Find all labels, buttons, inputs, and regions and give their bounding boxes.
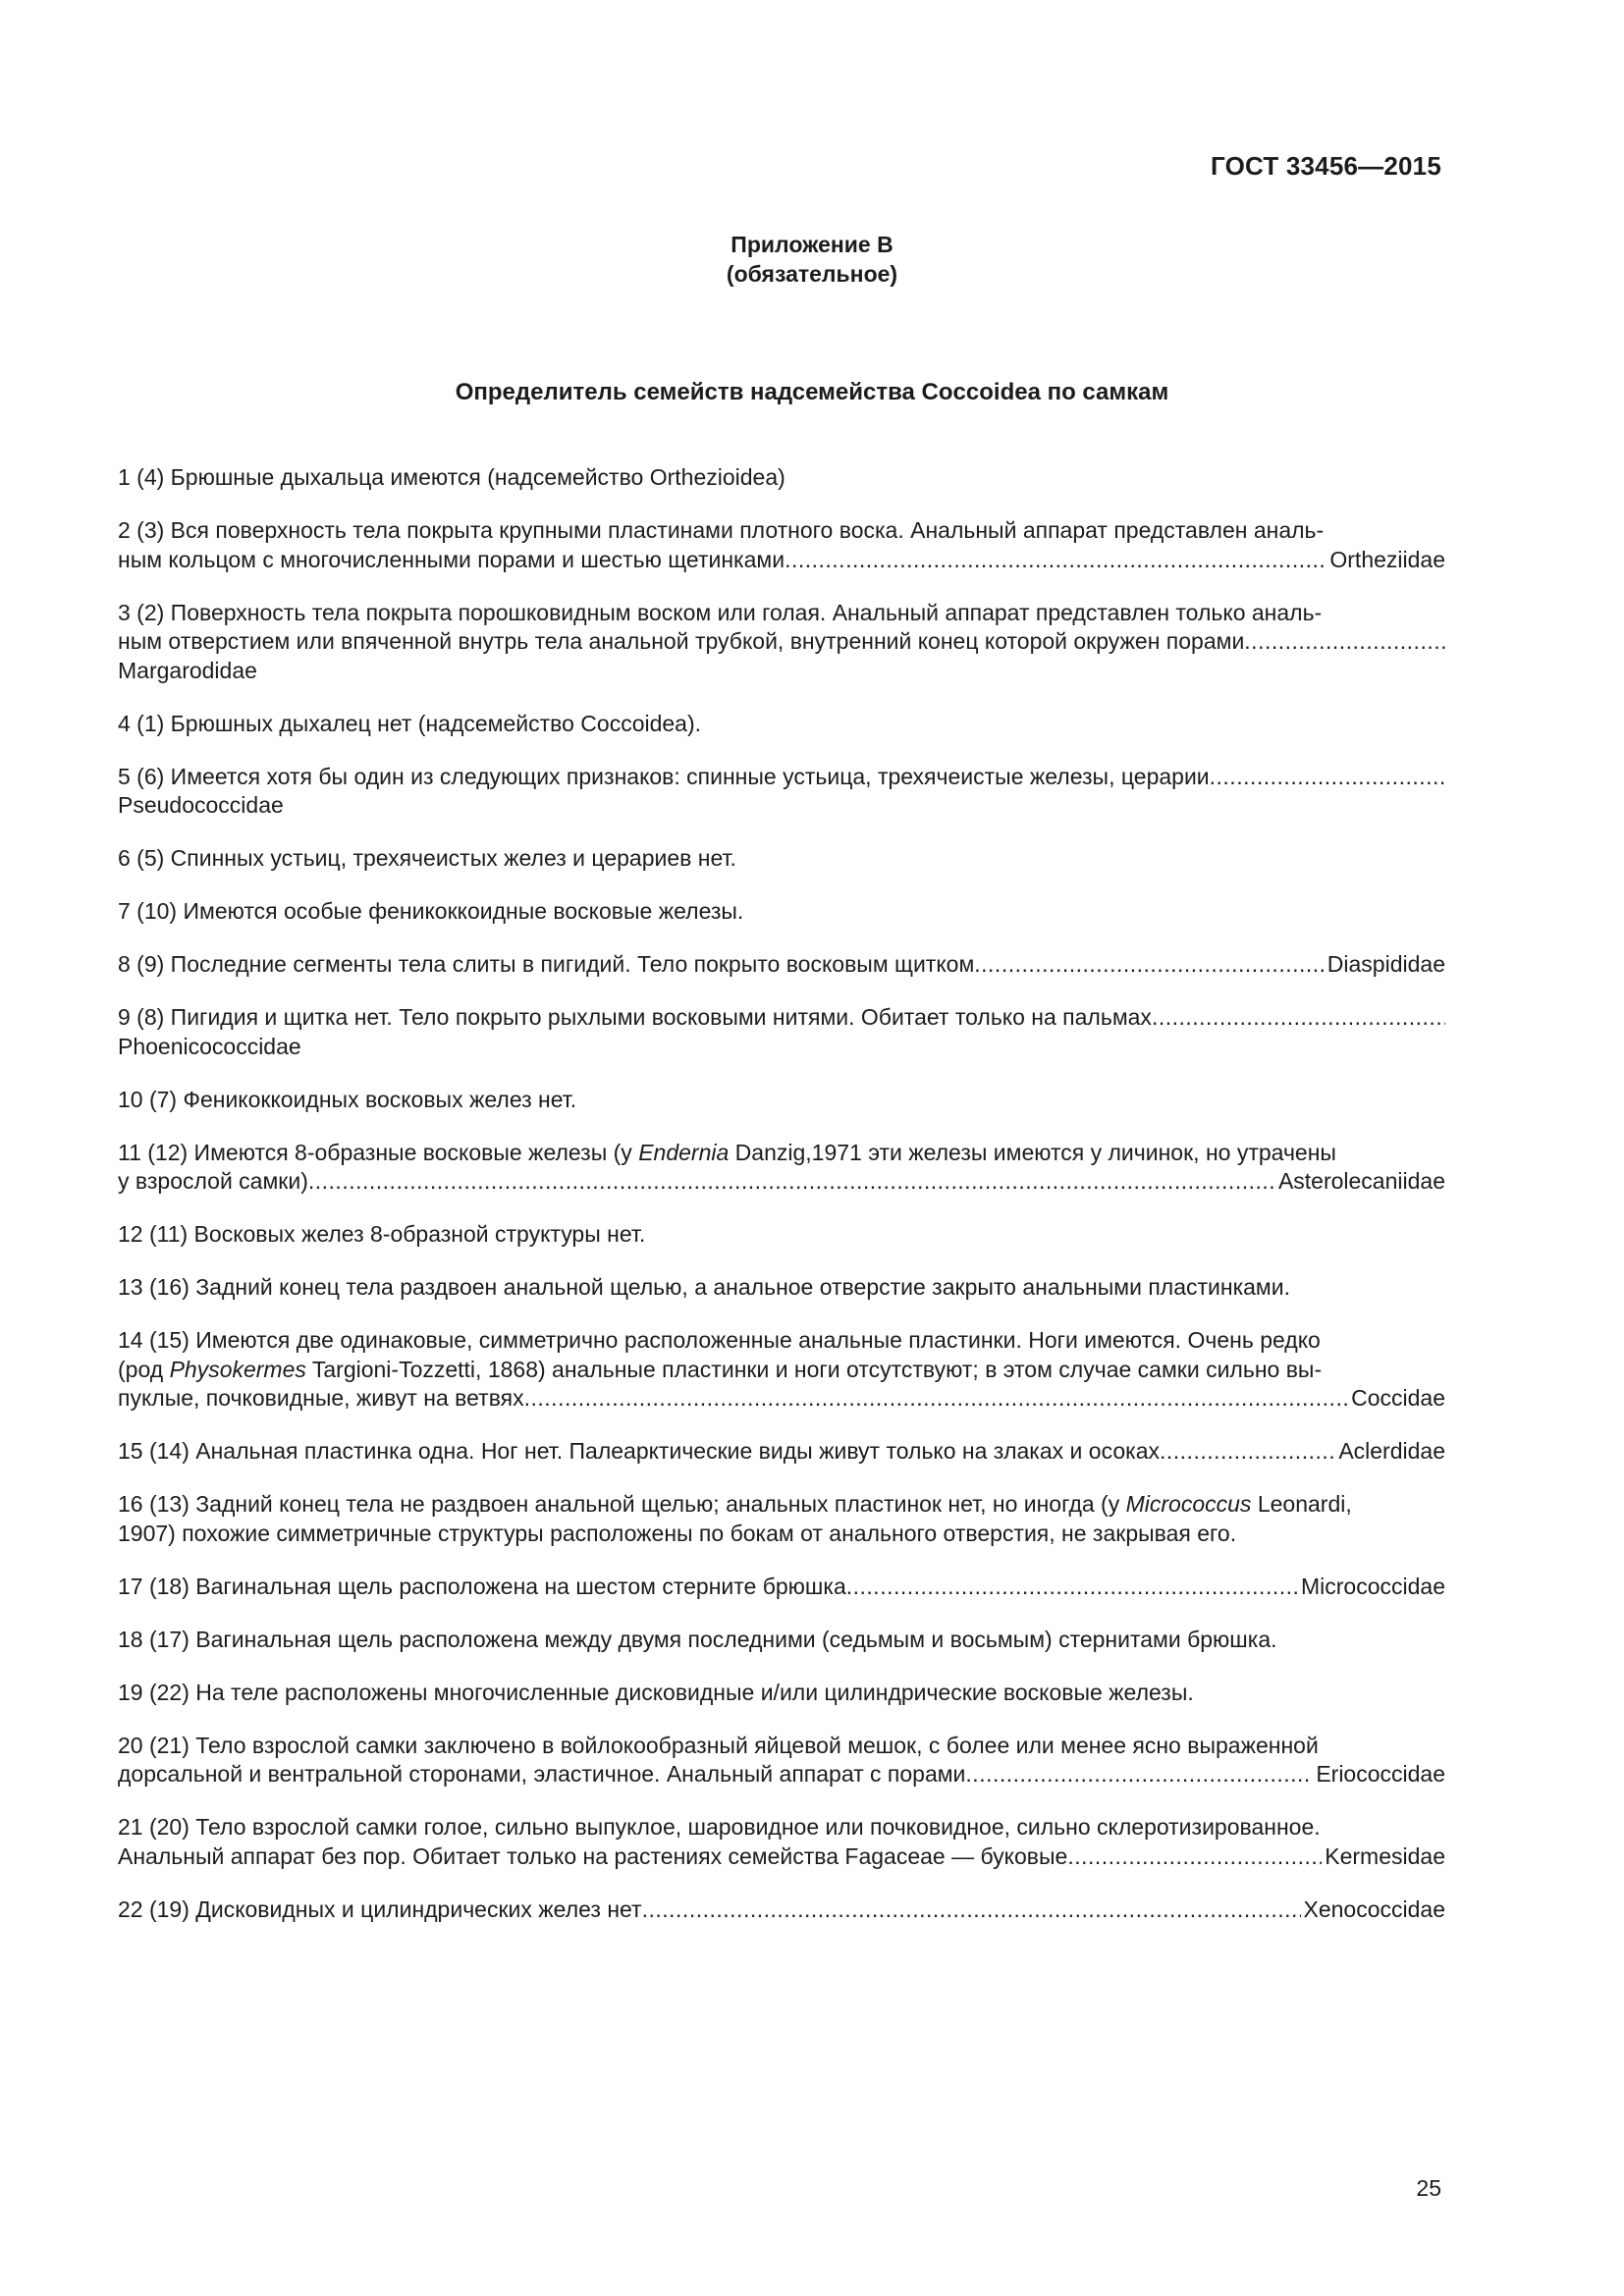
entry-leader-line <box>118 1167 1445 1197</box>
key-entry-13 <box>118 1273 1445 1303</box>
entry-line: 22 (19) Дисковидных и цилиндрических желез нет <box>118 1896 642 1922</box>
entry-line: у взрослой самки) <box>118 1168 308 1194</box>
entry-text: 12 (11) Восковых желез 8-образной структуры нет. <box>118 1221 646 1247</box>
entry-text: 1 (4) Брюшные дыхальца имеются (надсемейство Orthezioidea) <box>118 464 785 490</box>
appendix-heading <box>0 230 1624 289</box>
entry-text: 16 (13) Задний конец тела не раздвоен анальной щелью; анальных пластинок нет, но иногда (у <box>118 1491 1126 1517</box>
key-entry-15 <box>118 1437 1445 1467</box>
entry-text: (род <box>118 1356 170 1382</box>
dot-leader <box>785 546 1326 575</box>
entry-line: пуклые, почковидные, живут на ветвях <box>118 1385 524 1411</box>
standard-code: ГОСТ 33456—2015 <box>1211 151 1441 181</box>
key-title: Определитель семейств надсемейства Coccoidea по самкам <box>455 379 1169 405</box>
entry-text: 11 (12) Имеются 8-образные восковые железы (у <box>118 1139 639 1165</box>
family-name: Coccidae <box>1351 1385 1445 1411</box>
entry-text: 18 (17) Вагинальная щель расположена между двумя последними (седьмым и восьмым) стернитами брюшка. <box>118 1626 1277 1652</box>
entry-line: Анальный аппарат без пор. Обитает только на растениях семейства Fagaceae — буковые <box>118 1842 1068 1869</box>
key-entry-10 <box>118 1086 1445 1115</box>
family-name: Micrococcidae <box>1301 1573 1445 1599</box>
dot-leader <box>1160 1437 1335 1467</box>
family-name: Ortheziidae <box>1329 546 1445 572</box>
entry-leader-line <box>118 1437 1445 1467</box>
key-entry-19 <box>118 1679 1445 1708</box>
entry-leader-line <box>118 763 1445 792</box>
entry-leader-line <box>118 1842 1445 1872</box>
entry-line: 1907) похожие симметричные структуры расположены по бокам от анального отверстия, не закрывая его. <box>118 1520 1237 1546</box>
dot-leader <box>1244 627 1445 657</box>
key-entry-3 <box>118 599 1445 686</box>
dot-leader <box>524 1384 1348 1414</box>
entry-line <box>118 1356 1445 1385</box>
entry-text: 10 (7) Феникоккоидных восковых желез нет. <box>118 1086 577 1112</box>
entry-leader-line <box>118 1760 1445 1789</box>
identification-key <box>118 463 1445 1949</box>
entry-line: ным кольцом с многочисленными порами и шестью щетинками <box>118 546 785 572</box>
entry-line <box>118 1490 1445 1520</box>
appendix-title: Приложение В <box>731 232 893 257</box>
key-entry-2 <box>118 516 1445 574</box>
entry-leader-line <box>118 950 1445 980</box>
key-entry-6 <box>118 844 1445 874</box>
dot-leader <box>1152 1003 1445 1033</box>
key-entry-21 <box>118 1813 1445 1871</box>
entry-line: 5 (6) Имеется хотя бы один из следующих признаков: спинные устьица, трехячеистые железы, церарии <box>118 763 1210 789</box>
family-name: Eriococcidae <box>1316 1761 1445 1787</box>
family-name: Kermesidae <box>1325 1842 1445 1869</box>
entry-leader-line <box>118 1384 1445 1414</box>
entry-line: 15 (14) Анальная пластинка одна. Ног нет. Палеарктические виды живут только на злаках и осоках <box>118 1438 1160 1464</box>
genus-name: Endernia <box>638 1139 730 1165</box>
dot-leader <box>965 1760 1313 1789</box>
key-entry-17 <box>118 1573 1445 1602</box>
genus-name: Micrococcus <box>1125 1491 1252 1517</box>
dot-leader <box>642 1896 1301 1925</box>
entry-leader-line <box>118 1003 1445 1033</box>
entry-line: 17 (18) Вагинальная щель расположена на шестом стерните брюшка <box>118 1573 846 1599</box>
key-entry-22 <box>118 1896 1445 1925</box>
dot-leader <box>974 950 1325 980</box>
entry-leader-line <box>118 1896 1445 1925</box>
dot-leader <box>846 1573 1298 1602</box>
dot-leader <box>308 1167 1275 1197</box>
dot-leader <box>1067 1842 1322 1872</box>
entry-line: 8 (9) Последние сегменты тела слиты в пигидий. Тело покрыто восковым щитком <box>118 951 975 977</box>
entry-text: Danzig,1971 эти железы имеются у личинок, но утрачены <box>729 1139 1336 1165</box>
family-name: Asterolecaniidae <box>1277 1168 1445 1194</box>
key-entry-9 <box>118 1003 1445 1061</box>
entry-line: 20 (21) Тело взрослой самки заключено в войлокообразный яйцевой мешок, с более или менее ясно выраженной <box>118 1732 1319 1758</box>
entry-text: Leonardi, <box>1251 1491 1352 1517</box>
entry-line: 3 (2) Поверхность тела покрыта порошковидным воском или голая. Анальный аппарат представлен только аналь- <box>118 599 1323 625</box>
entry-line: 21 (20) Тело взрослой самки голое, сильно выпуклое, шаровидное или почковидное, сильно склеротизированное. <box>118 1814 1321 1840</box>
key-entry-7 <box>118 897 1445 927</box>
family-name: Phoenicococcidae <box>118 1033 301 1059</box>
entry-line <box>118 1139 1445 1168</box>
entry-line: 2 (3) Вся поверхность тела покрыта крупными пластинами плотного воска. Анальный аппарат представлен аналь- <box>118 517 1325 543</box>
key-entry-16 <box>118 1490 1445 1548</box>
dot-leader <box>1210 763 1445 792</box>
entry-text: 19 (22) На теле расположены многочисленные дисковидные и/или цилиндрические восковые железы. <box>118 1679 1194 1705</box>
genus-name: Physokermes <box>169 1356 306 1382</box>
key-entry-8 <box>118 950 1445 980</box>
key-entry-4 <box>118 710 1445 739</box>
family-name: Pseudococcidae <box>118 792 284 818</box>
entry-text: 7 (10) Имеются особые феникоккоидные восковые железы. <box>118 898 744 924</box>
key-entry-1 <box>118 463 1445 493</box>
entry-line: дорсальной и вентральной сторонами, эластичное. Анальный аппарат с порами <box>118 1761 966 1787</box>
entry-leader-line <box>118 1573 1445 1602</box>
family-name: Margarodidae <box>118 657 257 683</box>
appendix-status: (обязательное) <box>726 261 898 287</box>
key-entry-14 <box>118 1326 1445 1414</box>
key-entry-12 <box>118 1220 1445 1250</box>
entry-leader-line <box>118 627 1445 657</box>
key-entry-11 <box>118 1139 1445 1197</box>
family-name: Aclerdidae <box>1338 1438 1445 1464</box>
entry-text: 13 (16) Задний конец тела раздвоен анальной щелью, а анальное отверстие закрыто анальными пластинками. <box>118 1274 1290 1300</box>
family-name: Xenococcidae <box>1303 1896 1445 1922</box>
key-entry-20 <box>118 1732 1445 1789</box>
entry-leader-line <box>118 546 1445 575</box>
entry-line: 9 (8) Пигидия и щитка нет. Тело покрыто рыхлыми восковыми нитями. Обитает только на пальмах <box>118 1004 1152 1030</box>
entry-line: ным отверстием или впяченной внутрь тела анальной трубкой, внутренний конец которой окружен порами <box>118 628 1245 654</box>
entry-text: Targioni-Tozzetti, 1868) анальные пластинки и ноги отсутствуют; в этом случае самки сильно вы- <box>305 1356 1323 1382</box>
entry-text: 6 (5) Спинных устьиц, трехячеистых желез и церариев нет. <box>118 845 736 871</box>
key-entry-5 <box>118 763 1445 821</box>
page-number: 25 <box>1416 2175 1441 2201</box>
key-entry-18 <box>118 1626 1445 1655</box>
family-name: Diaspididae <box>1326 951 1445 977</box>
entry-line: 14 (15) Имеются две одинаковые, симметрично расположенные анальные пластинки. Ноги имеются. Очень редко <box>118 1327 1321 1353</box>
entry-text: 4 (1) Брюшных дыхалец нет (надсемейство Coccoidea). <box>118 710 702 736</box>
